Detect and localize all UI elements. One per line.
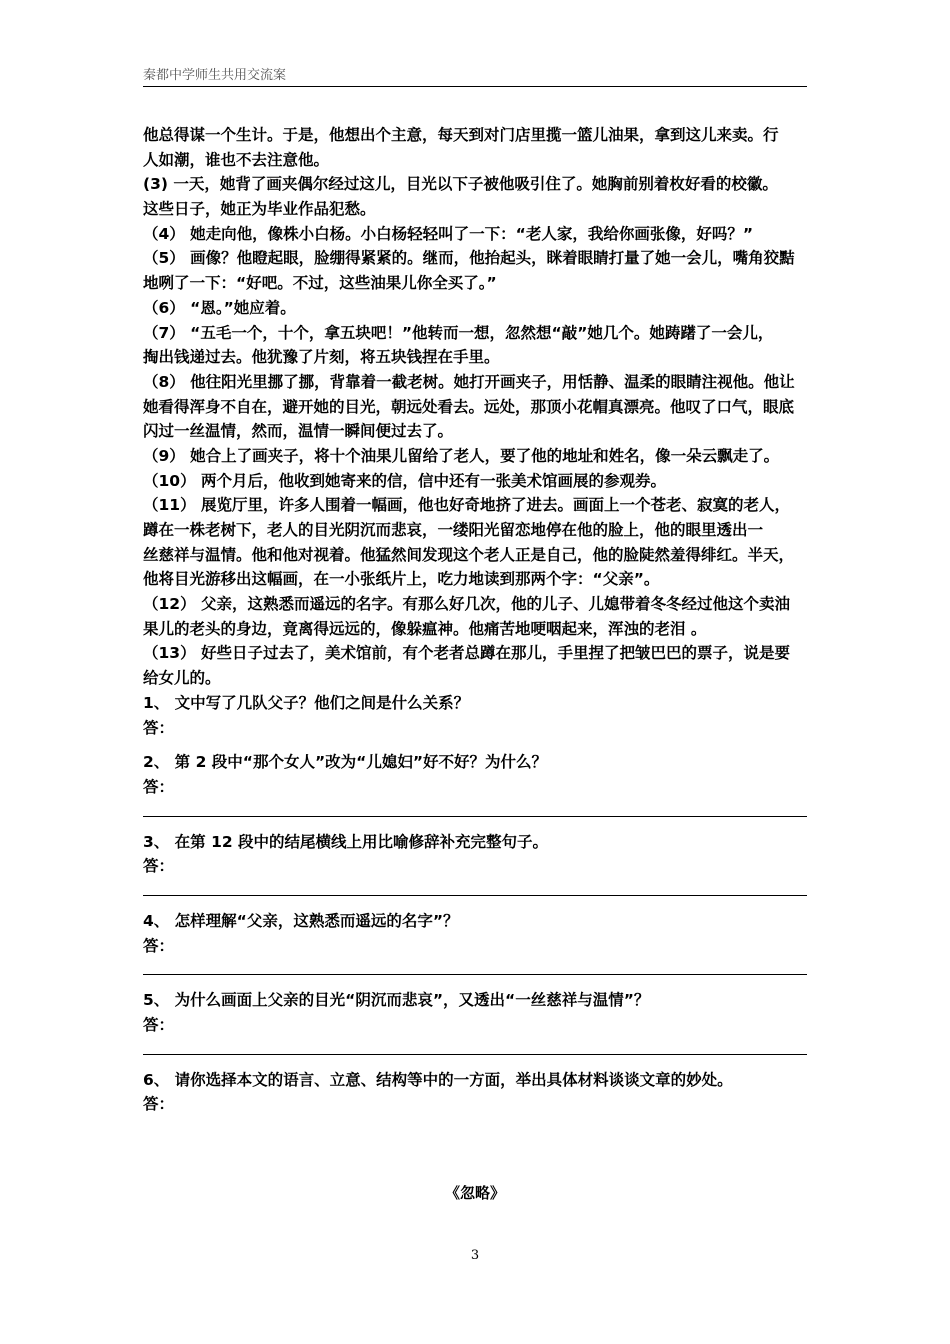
story-paragraph: [143, 172, 807, 221]
paragraph-line: 掏出钱递过去。他犹豫了片刻，将五块钱捏在手里。: [143, 348, 500, 367]
question-text: 1、 文中写了几队父子？他们之间是什么关系？: [143, 693, 470, 712]
question-text: 3、 在第 12 段中的结尾横线上用比喻修辞补充完整句子。: [143, 832, 549, 851]
story-paragraph: [143, 123, 807, 172]
paragraph-line: （4） 她走向他，像株小白杨。小白杨轻轻叫了一下：“老人家，我给你画张像，好吗？”: [143, 224, 754, 243]
paragraph-line: (3) 一天，她背了画夹偶尔经过这儿，目光以下子被他吸引住了。她胸前别着枚好看的校徽。: [143, 175, 778, 194]
story-paragraph: [143, 444, 807, 469]
answer-label: 答：: [143, 857, 175, 876]
paragraph-line: 他总得谋一个生计。于是，他想出个主意，每天到对门店里揽一篮儿油果，拿到这儿来卖。行: [143, 126, 779, 144]
paragraph-line: 果儿的老头的身边，竟离得远远的，像躲瘟神。他痛苦地哽咽起来，浑浊的老泪 。: [143, 619, 707, 638]
question-1: [143, 691, 807, 740]
page-header: [143, 64, 807, 87]
story-paragraph: [143, 246, 807, 295]
question-2: [143, 750, 807, 799]
story-paragraph: [143, 469, 807, 494]
paragraph-line: 闪过一丝温情，然而，温情一瞬间便过去了。: [143, 422, 454, 441]
paragraph-line: 人如潮，谁也不去注意他。: [143, 150, 330, 169]
paragraph-line: （8） 他往阳光里挪了挪，背靠着一截老树。她打开画夹子，用恬静、温柔的眼睛注视他。他让: [143, 372, 795, 391]
paragraph-line: 地咧了一下：“好吧。不过，这些油果儿你全买了。”: [143, 274, 497, 293]
page-number: 3: [470, 1248, 480, 1263]
paragraph-line: （10） 两个月后，他收到她寄来的信，信中还有一张美术馆画展的参观券。: [143, 471, 666, 490]
paragraph-line: 她看得浑身不自在，避开她的目光，朝远处看去。远处，那顶小花帽真漂亮。他叹了口气，眼底: [143, 397, 795, 416]
story-paragraph: [143, 641, 807, 690]
question-text: 4、 怎样理解“父亲，这熟悉而遥远的名字”？: [143, 911, 459, 930]
story-paragraph: [143, 592, 807, 641]
paragraph-line: 他将目光游移出这幅画，在一小张纸片上，吃力地读到那两个字：“父亲”。: [143, 570, 660, 589]
document-body: [143, 123, 807, 1117]
question-text: 6、 请你选择本文的语言、立意、结构等中的一方面，举出具体材料谈谈文章的妙处。: [143, 1070, 733, 1089]
paragraph-line: （5） 画像？他瞪起眼，脸绷得紧紧的。继而，他抬起头，眯着眼睛打量了她一会儿，嘴角狡黠: [143, 249, 795, 268]
answer-label: 答：: [143, 936, 175, 955]
question-6: [143, 1068, 807, 1117]
next-article-title: 《忽略》: [444, 1184, 505, 1202]
answer-label: 答：: [143, 1016, 175, 1034]
header-text: 秦都中学师生共用交流案: [143, 68, 287, 83]
story-paragraph: [143, 296, 807, 321]
story-paragraph: [143, 222, 807, 247]
story-text: [143, 123, 807, 691]
story-paragraph: [143, 493, 807, 592]
question-text: 2、 第 2 段中“那个女人”改为“儿媳妇”好不好？为什么？: [143, 753, 548, 772]
paragraph-line: （9） 她合上了画夹子，将十个油果儿留给了老人，要了他的地址和姓名，像一朵云飘走了。: [143, 446, 780, 465]
answer-label: 答：: [143, 777, 175, 796]
paragraph-line: 丝慈祥与温情。他和他对视着。他猛然间发现这个老人正是自己，他的脸陡然羞得绯红。半天，: [143, 545, 795, 564]
paragraph-line: （13） 好些日子过去了，美术馆前，有个老者总蹲在那儿，手里捏了把皱巴巴的票子，说是要: [143, 644, 790, 663]
story-paragraph: [143, 321, 807, 370]
paragraph-line: （7） “五毛一个，十个，拿五块吧！”他转而一想，忽然想“敲”她几个。她踌躇了一会儿，: [143, 323, 774, 342]
paragraph-line: （11） 展览厅里，许多人围着一幅画，他也好奇地挤了进去。画面上一个苍老、寂寞的老人，: [143, 496, 790, 515]
question-5: [143, 988, 807, 1037]
story-paragraph: [143, 370, 807, 444]
answer-label: 答：: [143, 718, 175, 737]
paragraph-line: 给女儿的。: [143, 669, 221, 688]
question-3: [143, 830, 807, 879]
paragraph-line: 蹲在一株老树下，老人的目光阴沉而悲哀，一缕阳光留恋地停在他的脸上，他的眼里透出一: [143, 521, 764, 539]
question-text: 5、 为什么画面上父亲的目光“阴沉而悲哀”，又透出“一丝慈祥与温情”？: [143, 991, 650, 1010]
paragraph-line: （6） “恩。”她应着。: [143, 298, 296, 317]
questions-section: [143, 691, 807, 1117]
paragraph-line: （12） 父亲，这熟悉而遥远的名字。有那么好几次，他的儿子、儿媳带着冬冬经过他这个卖油: [143, 595, 790, 614]
question-4: [143, 909, 807, 958]
answer-label: 答：: [143, 1095, 175, 1114]
paragraph-line: 这些日子，她正为毕业作品犯愁。: [143, 200, 376, 219]
